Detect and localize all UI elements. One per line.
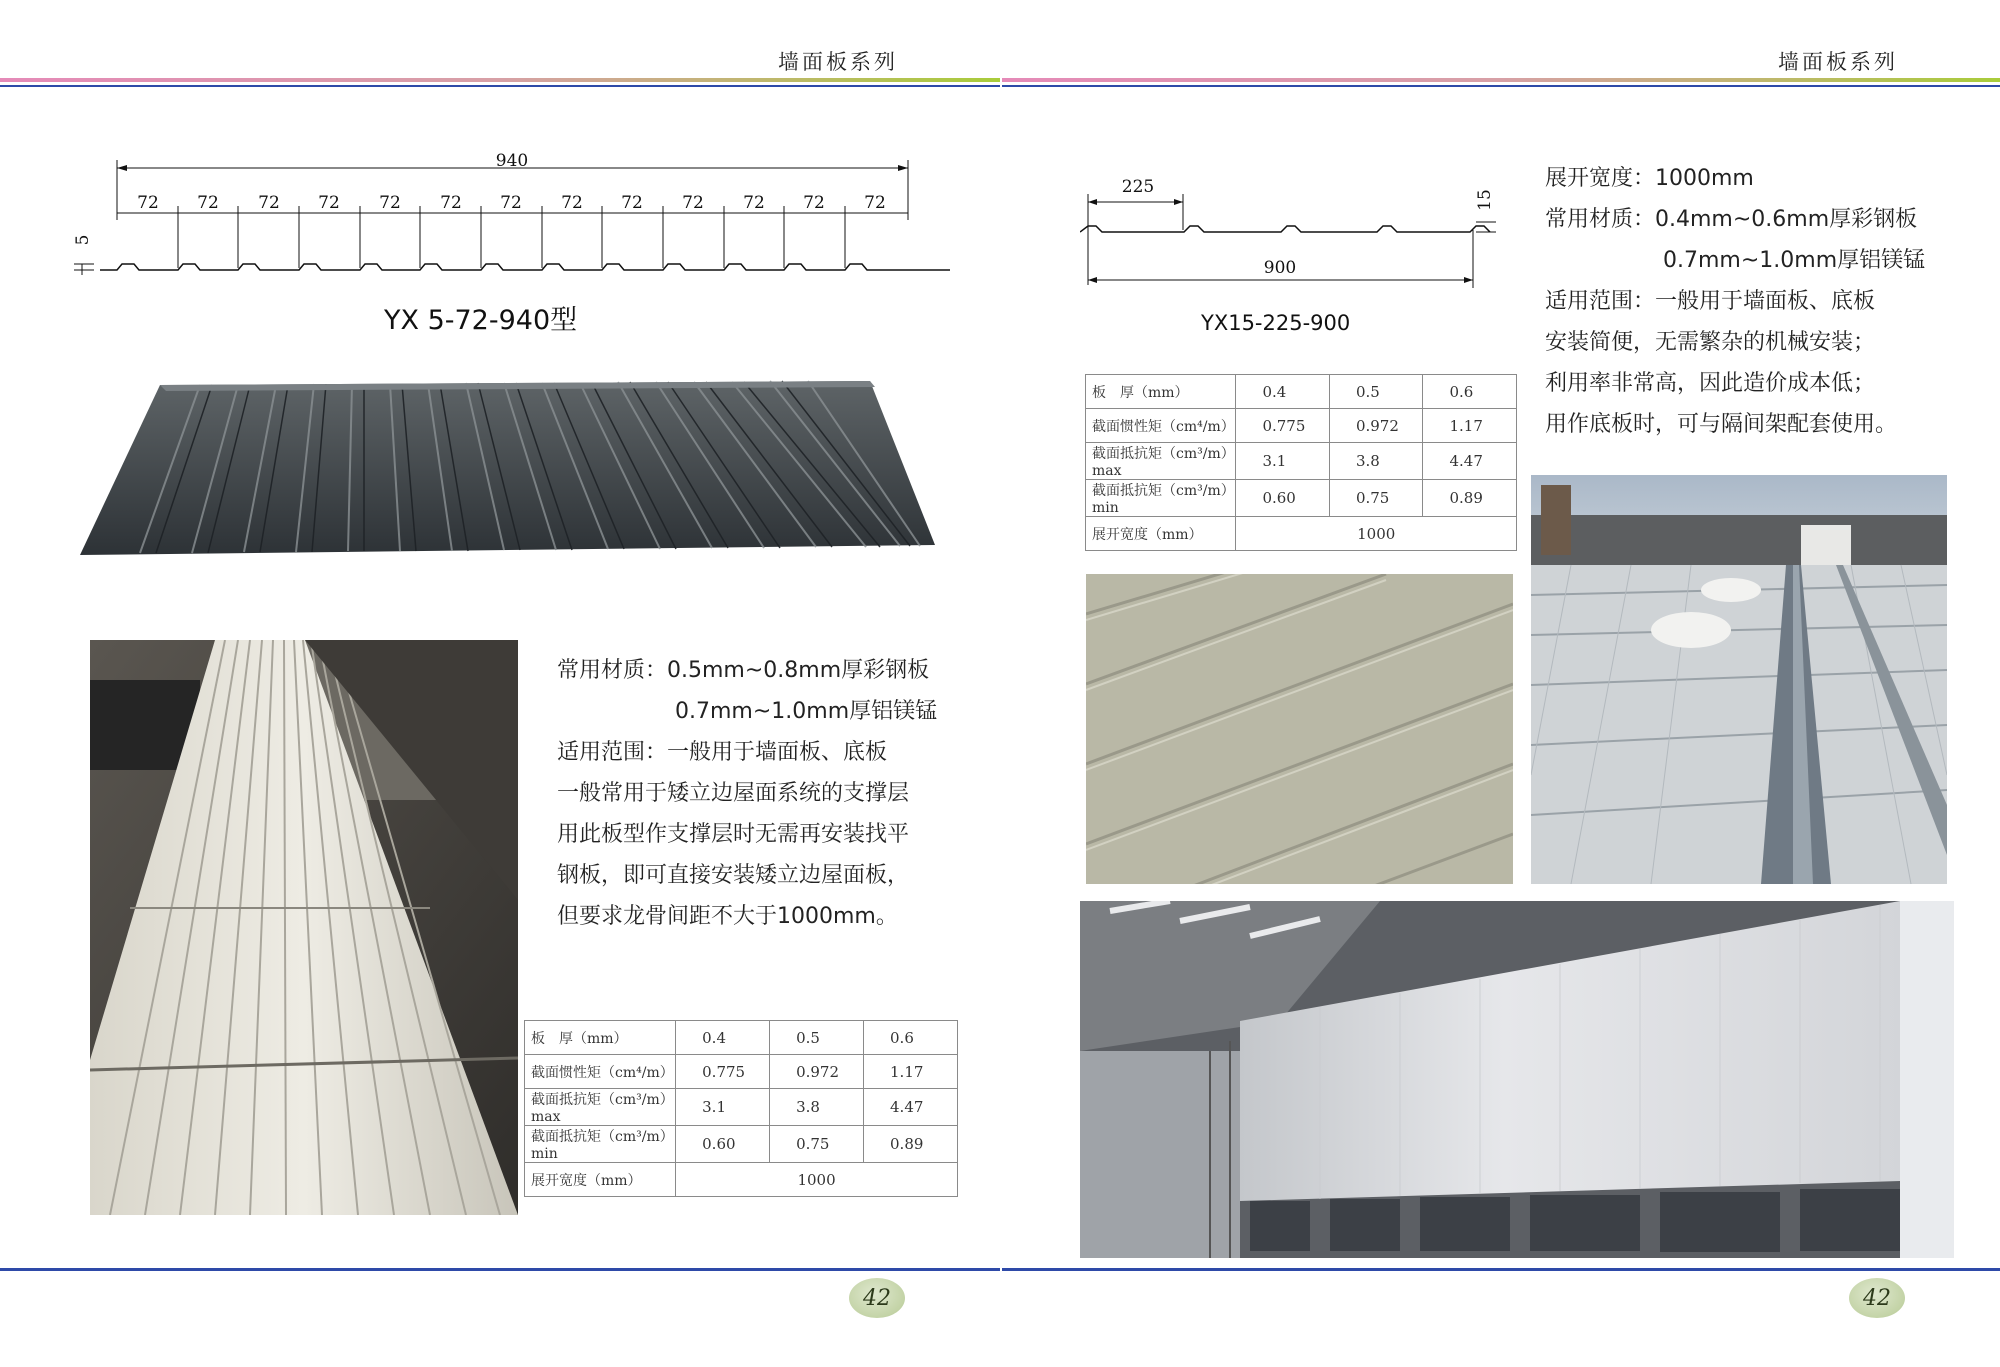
table-cell: 1.17 bbox=[1423, 409, 1517, 443]
table-row bbox=[525, 1021, 958, 1055]
table-cell-label: 截面抵抗矩（cm³/m）max bbox=[525, 1089, 676, 1126]
right-spec-table bbox=[1085, 374, 1517, 551]
right-roof-photo bbox=[1531, 475, 1947, 884]
left-page-number: 42 bbox=[849, 1278, 905, 1318]
table-cell: 1000 bbox=[1236, 517, 1517, 551]
table-cell: 4.47 bbox=[864, 1089, 958, 1126]
table-cell: 0.75 bbox=[1329, 480, 1423, 517]
pitch-label: 72 bbox=[682, 193, 704, 213]
table-cell-label: 板 厚（mm） bbox=[525, 1021, 676, 1055]
left-footer-rule bbox=[0, 1268, 1000, 1273]
right-profile-drawing bbox=[1080, 170, 1500, 300]
left-panel-3d-render bbox=[80, 375, 940, 565]
table-cell: 4.47 bbox=[1423, 443, 1517, 480]
right-page-number: 42 bbox=[1849, 1278, 1905, 1318]
right-header-rule bbox=[1002, 78, 2000, 89]
left-page-header-title: 墙面板系列 bbox=[778, 50, 898, 74]
left-spec-table bbox=[524, 1020, 958, 1197]
left-model-label: YX 5-72-940型 bbox=[384, 305, 578, 336]
table-cell-label: 展开宽度（mm） bbox=[1086, 517, 1236, 551]
pitch-label: 72 bbox=[743, 193, 765, 213]
right-desc-line: 展开宽度：1000mm bbox=[1545, 166, 1754, 191]
table-cell-label: 截面抵抗矩（cm³/m）min bbox=[525, 1126, 676, 1163]
pitch-label: 72 bbox=[803, 193, 825, 213]
table-cell: 0.60 bbox=[676, 1126, 770, 1163]
table-cell: 3.1 bbox=[1236, 443, 1330, 480]
left-panels-photo bbox=[90, 640, 518, 1215]
table-cell: 0.89 bbox=[864, 1126, 958, 1163]
left-overall-dimension: 940 bbox=[495, 151, 529, 171]
table-cell-label: 截面抵抗矩（cm³/m）min bbox=[1086, 480, 1236, 517]
table-cell: 1.17 bbox=[864, 1055, 958, 1089]
table-row bbox=[1086, 409, 1517, 443]
left-height-dimension: 5 bbox=[73, 234, 93, 246]
right-desc-line: 利用率非常高，因此造价成本低； bbox=[1545, 371, 1876, 396]
table-cell: 3.8 bbox=[770, 1089, 864, 1126]
table-cell: 3.1 bbox=[676, 1089, 770, 1126]
pitch-label: 72 bbox=[379, 193, 401, 213]
left-profile-drawing bbox=[60, 140, 960, 290]
pitch-label: 72 bbox=[864, 193, 886, 213]
left-desc-line: 0.7mm~1.0mm厚铝镁锰 bbox=[675, 699, 938, 724]
pitch-label: 72 bbox=[500, 193, 522, 213]
left-header-rule bbox=[0, 78, 1000, 89]
table-cell: 0.775 bbox=[1236, 409, 1330, 443]
table-row bbox=[1086, 517, 1517, 551]
right-footer-rule bbox=[1002, 1268, 2000, 1273]
table-cell: 0.4 bbox=[1236, 375, 1330, 409]
table-row bbox=[1086, 443, 1517, 480]
left-desc-line: 用此板型作支撑层时无需再安装找平 bbox=[557, 822, 910, 847]
left-desc-line: 适用范围：一般用于墙面板、底板 bbox=[557, 740, 888, 765]
pitch-label: 72 bbox=[561, 193, 583, 213]
table-cell: 0.6 bbox=[1423, 375, 1517, 409]
table-cell: 0.6 bbox=[864, 1021, 958, 1055]
right-overall-dimension: 900 bbox=[1263, 258, 1297, 278]
right-desc-line: 常用材质：0.4mm~0.6mm厚彩钢板 bbox=[1545, 207, 1918, 232]
table-row bbox=[525, 1089, 958, 1126]
right-desc-line: 安装简便，无需繁杂的机械安装； bbox=[1545, 330, 1876, 355]
left-desc-line: 常用材质：0.5mm~0.8mm厚彩钢板 bbox=[557, 658, 930, 683]
table-cell-label: 板 厚（mm） bbox=[1086, 375, 1236, 409]
table-row bbox=[525, 1055, 958, 1089]
table-cell-label: 截面惯性矩（cm⁴/m） bbox=[525, 1055, 676, 1089]
table-cell: 0.60 bbox=[1236, 480, 1330, 517]
right-description bbox=[1545, 158, 1925, 445]
left-desc-line: 但要求龙骨间距不大于1000mm。 bbox=[557, 904, 898, 929]
left-pitch-labels bbox=[137, 193, 886, 213]
table-cell: 0.75 bbox=[770, 1126, 864, 1163]
left-desc-line: 一般常用于矮立边屋面系统的支撑层 bbox=[557, 781, 910, 806]
table-cell: 0.5 bbox=[770, 1021, 864, 1055]
table-cell: 3.8 bbox=[1329, 443, 1423, 480]
right-desc-line: 用作底板时，可与隔间架配套使用。 bbox=[1545, 412, 1898, 437]
table-row bbox=[1086, 480, 1517, 517]
right-interior-wall-photo bbox=[1080, 901, 1954, 1258]
pitch-label: 72 bbox=[621, 193, 643, 213]
pitch-label: 72 bbox=[258, 193, 280, 213]
table-row bbox=[525, 1126, 958, 1163]
pitch-label: 72 bbox=[197, 193, 219, 213]
table-row bbox=[525, 1163, 958, 1197]
right-desc-line: 适用范围：一般用于墙面板、底板 bbox=[1545, 289, 1876, 314]
table-cell: 0.775 bbox=[676, 1055, 770, 1089]
right-pitch-dimension: 225 bbox=[1121, 177, 1155, 197]
pitch-label: 72 bbox=[440, 193, 462, 213]
right-height-dimension: 15 bbox=[1475, 189, 1495, 211]
table-cell: 0.972 bbox=[1329, 409, 1423, 443]
left-description bbox=[557, 650, 937, 937]
table-row bbox=[1086, 375, 1517, 409]
table-cell-label: 截面惯性矩（cm⁴/m） bbox=[1086, 409, 1236, 443]
table-cell: 1000 bbox=[676, 1163, 958, 1197]
right-model-label: YX15-225-900 bbox=[1201, 311, 1351, 335]
pitch-label: 72 bbox=[137, 193, 159, 213]
right-panel-closeup-photo bbox=[1086, 574, 1513, 884]
table-cell: 0.972 bbox=[770, 1055, 864, 1089]
left-desc-line: 钢板，即可直接安装矮立边屋面板， bbox=[557, 863, 910, 888]
table-cell: 0.89 bbox=[1423, 480, 1517, 517]
right-page-header-title: 墙面板系列 bbox=[1778, 50, 1898, 74]
table-cell: 0.4 bbox=[676, 1021, 770, 1055]
pitch-label: 72 bbox=[318, 193, 340, 213]
table-cell-label: 展开宽度（mm） bbox=[525, 1163, 676, 1197]
table-cell: 0.5 bbox=[1329, 375, 1423, 409]
right-desc-line: 0.7mm~1.0mm厚铝镁锰 bbox=[1663, 248, 1926, 273]
table-cell-label: 截面抵抗矩（cm³/m）max bbox=[1086, 443, 1236, 480]
